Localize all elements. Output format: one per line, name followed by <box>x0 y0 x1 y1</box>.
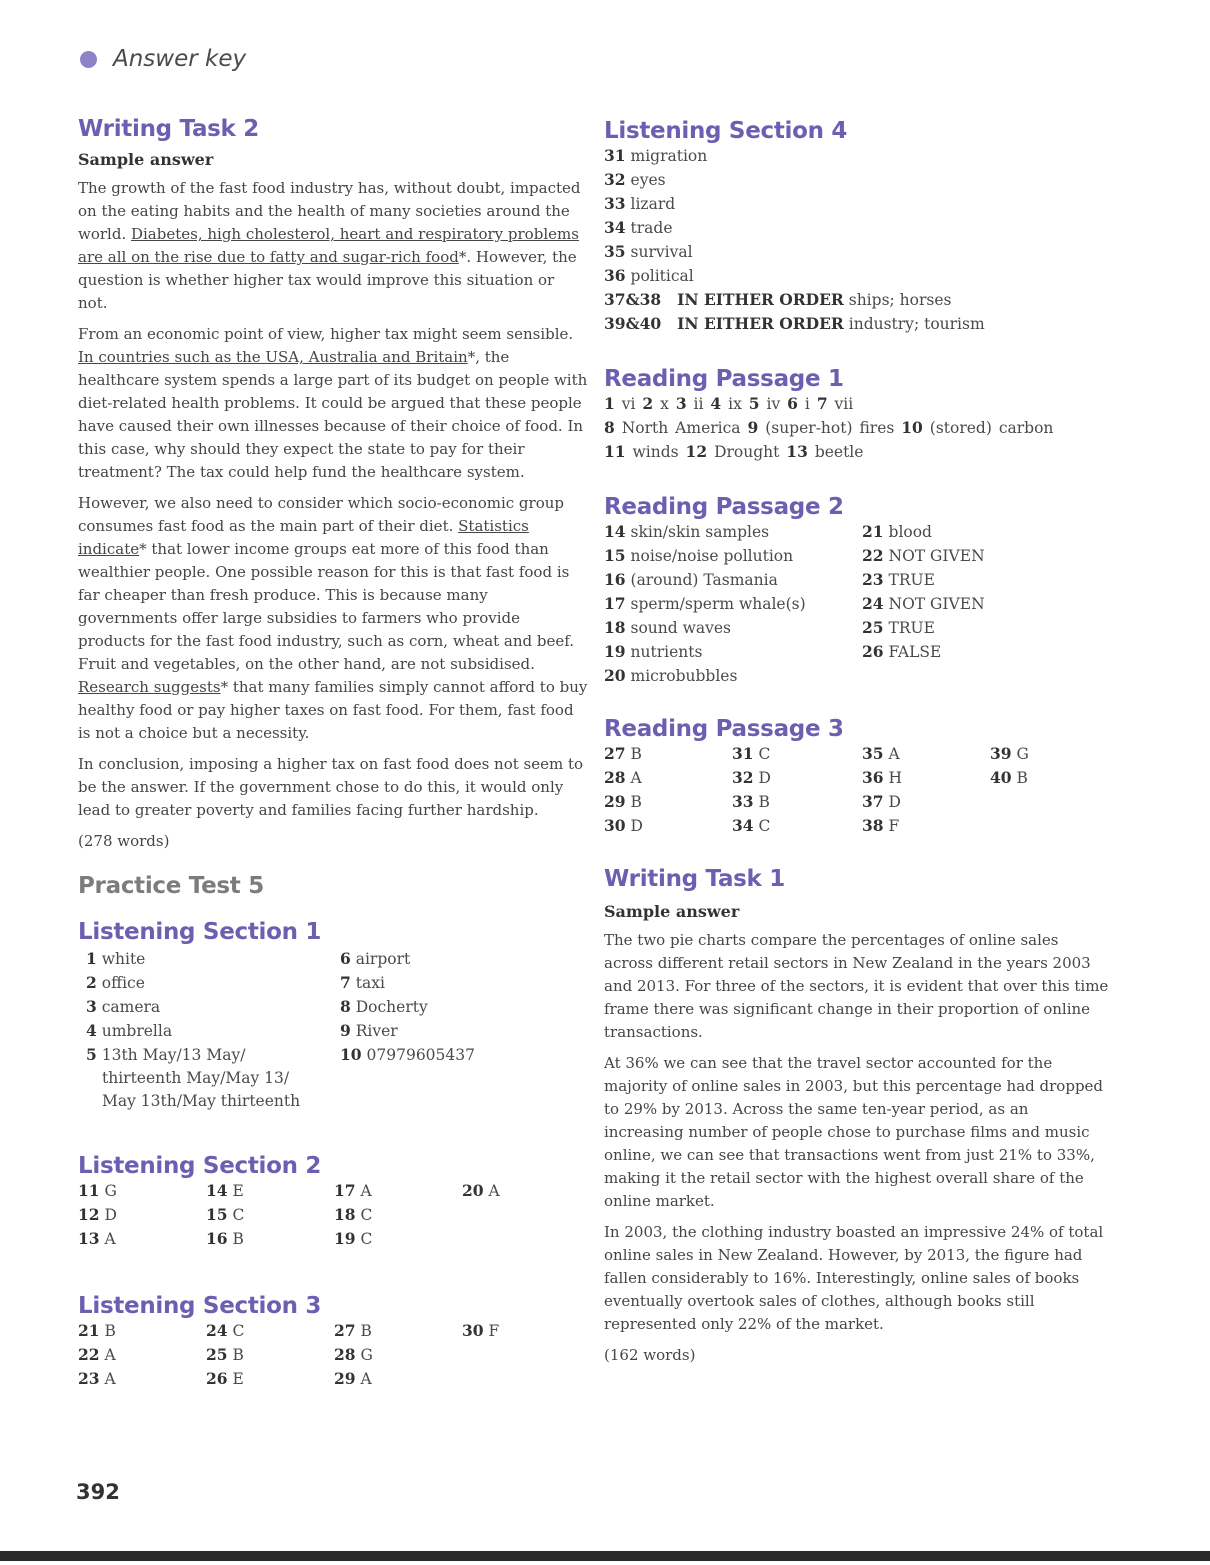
answer-value: A <box>104 1230 116 1248</box>
answer-number: 24 <box>862 594 884 613</box>
answer-number: 36 <box>604 266 626 285</box>
answer-item <box>462 1343 562 1367</box>
answer-number: 40 <box>990 768 1012 787</box>
answer-value: NOT GIVEN <box>888 595 985 613</box>
answer-number: 8 <box>604 418 615 437</box>
answer-value: blood <box>888 523 932 541</box>
answer-list <box>604 392 1109 464</box>
answer-item <box>604 168 1109 192</box>
reading-passage-2 <box>604 494 1109 688</box>
answer-value: River <box>355 1022 398 1040</box>
underlined-text: Research suggests <box>78 678 221 696</box>
answer-item <box>990 814 1090 838</box>
answer-number: 6 <box>787 394 798 413</box>
answer-number: 14 <box>604 522 626 541</box>
answer-item <box>732 766 862 790</box>
answer-number: 27 <box>334 1321 356 1340</box>
answer-value: C <box>360 1206 373 1224</box>
answer-number: 24 <box>206 1321 228 1340</box>
answer-grid <box>604 742 1109 838</box>
answer-item <box>862 766 990 790</box>
answer-number: 10 <box>340 1045 362 1064</box>
answer-item <box>334 1179 462 1203</box>
answer-value: B <box>232 1230 244 1248</box>
answer-number: 12 <box>685 442 708 461</box>
answer-item <box>604 664 862 688</box>
answer-grid <box>78 1319 588 1391</box>
answer-value: camera <box>101 998 161 1016</box>
answer-number: 10 <box>901 418 923 437</box>
paragraph <box>78 492 588 745</box>
answer-number: 17 <box>604 594 626 613</box>
answer-value: microbubbles <box>630 667 738 685</box>
answer-number: 12 <box>78 1205 100 1224</box>
answer-item <box>604 216 1109 240</box>
answer-number: 5 <box>748 394 760 413</box>
answer-item <box>604 264 1109 288</box>
paragraph <box>78 177 588 315</box>
paragraph <box>78 323 588 484</box>
answer-item <box>334 1343 462 1367</box>
answer-value: F <box>488 1322 500 1340</box>
answer-item <box>732 790 862 814</box>
answer-item <box>990 790 1090 814</box>
writing-task-1 <box>604 866 1109 1367</box>
answer-number: 5 <box>86 1045 97 1064</box>
answer-number: 19 <box>604 642 626 661</box>
text: *, the healthcare system spends a large part of its budget on people with diet-related health problems. It could be argued that these people have caused their own illnesses because of their choice of food. In this case, why should they expect the state to pay for their treatment? The tax could help fund the healthcare system. <box>78 348 588 481</box>
answer-number: 34 <box>604 218 626 237</box>
answer-value: A <box>360 1370 372 1388</box>
answer-line <box>604 440 1109 464</box>
listening-4-title: Listening Section 4 <box>604 118 848 144</box>
answer-value: nutrients <box>630 643 703 661</box>
answer-number: 37 <box>862 792 884 811</box>
answer-item <box>334 1319 462 1343</box>
answer-value: C <box>232 1322 245 1340</box>
answer-item <box>862 568 1102 592</box>
answer-number: 26 <box>862 642 884 661</box>
answer-column <box>340 947 580 1113</box>
answer-number: 11 <box>604 442 626 461</box>
answer-item <box>604 814 732 838</box>
bottom-rule <box>0 1551 1210 1561</box>
answer-item <box>340 971 580 995</box>
answer-number: 4 <box>710 394 722 413</box>
answer-number: 34 <box>732 816 754 835</box>
answer-value: NOT GIVEN <box>888 547 985 565</box>
answer-number: 3 <box>675 394 687 413</box>
answer-item <box>462 1227 562 1251</box>
answer-item <box>86 947 340 971</box>
paragraph: The two pie charts compare the percentages of online sales across different retail sectors in New Zealand in the years 2003 and 2013. For three of the sectors, it is evident that over this time frame there was significant change in their proportion of online transactions. <box>604 931 1109 1041</box>
page-number: 392 <box>76 1480 120 1504</box>
answer-value: beetle <box>814 443 864 461</box>
answer-number: 38 <box>862 816 884 835</box>
answer-value: eyes <box>630 171 666 189</box>
header-label: Answer key <box>113 46 247 72</box>
answer-value: C <box>360 1230 373 1248</box>
answer-value: winds <box>632 443 679 461</box>
answer-value: ii <box>693 395 704 413</box>
answer-number: 15 <box>206 1205 228 1224</box>
listening-section-2 <box>78 1153 588 1251</box>
answer-number: 30 <box>462 1321 484 1340</box>
answer-value: x <box>660 395 669 413</box>
answer-number: 31 <box>604 146 626 165</box>
answer-value: 13th May/13 May/ <box>101 1046 246 1064</box>
answer-value: H <box>888 769 903 787</box>
answer-value: B <box>232 1346 244 1364</box>
answer-item <box>862 592 1102 616</box>
page-header <box>80 46 246 72</box>
underlined-text: Diabetes, high cholesterol, heart and respiratory problems are all on the rise due to fatty and sugar-rich food <box>78 225 579 266</box>
answer-value: TRUE <box>888 619 935 637</box>
answer-number: 23 <box>862 570 884 589</box>
answer-value: B <box>630 745 642 763</box>
answer-number: 25 <box>206 1345 228 1364</box>
answer-value: vii <box>834 395 854 413</box>
answer-item <box>604 616 862 640</box>
right-column <box>604 112 1109 1375</box>
answer-value: Drought <box>714 443 780 461</box>
paragraph: In conclusion, imposing a higher tax on fast food does not seem to be the answer. If the government chose to do this, it would only lead to greater poverty and families facing further hardship. <box>78 755 584 819</box>
answer-item <box>340 1019 580 1043</box>
answer-value: North America <box>621 419 741 437</box>
answer-value: taxi <box>355 974 385 992</box>
listening-2-title: Listening Section 2 <box>78 1153 322 1179</box>
answer-value: G <box>104 1182 117 1200</box>
writing-task-2-subtitle: Sample answer <box>78 150 214 169</box>
writing-task-2-title: Writing Task 2 <box>78 116 259 142</box>
answer-continuation: thirteenth May/May 13/ <box>102 1069 290 1087</box>
answer-value: survival <box>630 243 693 261</box>
answer-number: 22 <box>862 546 884 565</box>
answer-item <box>334 1227 462 1251</box>
answer-number: 11 <box>78 1181 100 1200</box>
answer-item <box>604 742 732 766</box>
answer-value: migration <box>630 147 708 165</box>
answer-item <box>86 1043 340 1067</box>
answer-item <box>206 1343 334 1367</box>
answer-number: 18 <box>604 618 626 637</box>
answer-number: 22 <box>78 1345 100 1364</box>
answer-number: 35 <box>862 744 884 763</box>
word-count: (162 words) <box>604 1346 696 1364</box>
answer-value: B <box>1016 769 1028 787</box>
answer-number: 16 <box>604 570 626 589</box>
answer-value: 07979605437 <box>366 1046 475 1064</box>
answer-value: C <box>758 817 771 835</box>
reading-1-title: Reading Passage 1 <box>604 366 844 392</box>
practice-test-title: Practice Test 5 <box>78 873 264 899</box>
answer-value: C <box>232 1206 245 1224</box>
answer-item <box>862 520 1102 544</box>
answer-line <box>604 392 1109 416</box>
answer-item <box>340 1043 580 1067</box>
answer-number: 9 <box>340 1021 351 1040</box>
bullet-dot-icon <box>80 51 97 68</box>
answer-number: 25 <box>862 618 884 637</box>
reading-passage-1 <box>604 366 1109 464</box>
answer-item <box>862 790 990 814</box>
answer-item <box>604 568 862 592</box>
text: * that lower income groups eat more of this food than wealthier people. One possible reason for this is that fast food is far cheaper than fresh produce. This is because many governments offer large subsidies to farmers who provide products for the fast food industry, such as corn, wheat and beef. Fruit and vegetables, on the other hand, are not subsidised. <box>78 540 575 673</box>
answer-item <box>604 640 862 664</box>
answer-value: industry; tourism <box>848 315 985 333</box>
answer-item <box>862 544 1102 568</box>
text: From an economic point of view, higher tax might seem sensible. <box>78 325 574 343</box>
listening-section-4 <box>604 118 1109 336</box>
answer-value: (around) Tasmania <box>630 571 778 589</box>
underlined-text: In countries such as the USA, Australia and Britain <box>78 348 468 366</box>
answer-number: 33 <box>604 194 626 213</box>
answer-number: 13 <box>786 442 808 461</box>
answer-number: 36 <box>862 768 884 787</box>
answer-value: TRUE <box>888 571 935 589</box>
writing-task-1-title: Writing Task 1 <box>604 866 785 892</box>
answer-item <box>206 1367 334 1391</box>
answer-column <box>862 520 1102 688</box>
answer-column <box>78 947 340 1113</box>
answer-item <box>604 192 1109 216</box>
answer-number: 37&38 <box>604 290 662 309</box>
answer-number: 33 <box>732 792 754 811</box>
reading-passage-3 <box>604 716 1109 838</box>
answer-number: 28 <box>334 1345 356 1364</box>
answer-value: A <box>104 1346 116 1364</box>
answer-item <box>462 1203 562 1227</box>
answer-value: airport <box>355 950 411 968</box>
answer-value: D <box>888 793 901 811</box>
answer-value: A <box>488 1182 500 1200</box>
answer-number: 2 <box>86 973 97 992</box>
answer-value: ix <box>728 395 742 413</box>
answer-item <box>340 995 580 1019</box>
answer-number: 1 <box>86 949 97 968</box>
answer-item <box>206 1179 334 1203</box>
answer-number: 26 <box>206 1369 228 1388</box>
answer-value: G <box>360 1346 373 1364</box>
answer-number: 39 <box>990 744 1012 763</box>
answer-number: 20 <box>604 666 626 685</box>
answer-number: 29 <box>604 792 626 811</box>
answer-number: 21 <box>862 522 884 541</box>
answer-value: lizard <box>630 195 676 213</box>
answer-value: C <box>758 745 771 763</box>
answer-item <box>604 790 732 814</box>
answer-item <box>462 1367 562 1391</box>
listening-1-title: Listening Section 1 <box>78 919 322 945</box>
answer-item <box>862 640 1102 664</box>
answer-value: trade <box>630 219 673 237</box>
answer-item <box>206 1203 334 1227</box>
answer-number: 16 <box>206 1229 228 1248</box>
answer-item <box>86 1019 340 1043</box>
answer-value: A <box>888 745 900 763</box>
answer-number: 7 <box>816 394 828 413</box>
answer-line <box>604 416 1109 440</box>
answer-value: E <box>232 1182 244 1200</box>
answer-number: 7 <box>340 973 351 992</box>
answer-number: 18 <box>334 1205 356 1224</box>
underlined-text: Statistics indicate <box>78 517 529 558</box>
answer-number: 31 <box>732 744 754 763</box>
order-note: IN EITHER ORDER <box>677 290 844 309</box>
answer-item <box>604 592 862 616</box>
answer-number: 19 <box>334 1229 356 1248</box>
answer-value: office <box>101 974 145 992</box>
answer-number: 27 <box>604 744 626 763</box>
answer-item <box>604 288 1109 312</box>
answer-value: E <box>232 1370 244 1388</box>
left-column <box>78 112 588 1391</box>
answer-item <box>86 995 340 1019</box>
answer-item <box>990 766 1090 790</box>
answer-item <box>862 814 990 838</box>
answer-value: B <box>360 1322 372 1340</box>
answer-value: skin/skin samples <box>630 523 770 541</box>
answer-item <box>206 1319 334 1343</box>
answer-number: 30 <box>604 816 626 835</box>
answer-number: 8 <box>340 997 351 1016</box>
answer-item <box>604 766 732 790</box>
answer-number: 35 <box>604 242 626 261</box>
answer-value: D <box>758 769 771 787</box>
answer-item <box>732 814 862 838</box>
answer-number: 39&40 <box>604 314 662 333</box>
answer-item <box>462 1179 562 1203</box>
writing-task-2 <box>78 116 588 853</box>
answer-column <box>604 520 862 688</box>
answer-item <box>604 240 1109 264</box>
answer-value: sound waves <box>630 619 732 637</box>
answer-number: 14 <box>206 1181 228 1200</box>
answer-number: 20 <box>462 1181 484 1200</box>
reading-2-title: Reading Passage 2 <box>604 494 844 520</box>
answer-value: noise/noise pollution <box>630 547 794 565</box>
answer-item <box>78 1203 206 1227</box>
answer-grid <box>78 1179 588 1251</box>
answer-value: (super-hot) fires <box>765 419 895 437</box>
reading-3-title: Reading Passage 3 <box>604 716 844 742</box>
answer-value: A <box>360 1182 372 1200</box>
answer-item <box>206 1227 334 1251</box>
answer-item <box>732 742 862 766</box>
answer-number: 32 <box>732 768 754 787</box>
answer-item <box>340 947 580 971</box>
paragraph: In 2003, the clothing industry boasted an impressive 24% of total online sales in New Zealand. However, by 2013, the figure had fallen considerably to 16%. Interestingly, online sales of books eventually overtook sales of clothes, although books still represented only 22% of the market. <box>604 1223 1104 1333</box>
answer-item <box>604 312 1109 336</box>
answer-value: (stored) carbon <box>929 419 1054 437</box>
answer-value: D <box>104 1206 117 1224</box>
answer-item <box>78 1179 206 1203</box>
answer-list <box>604 144 1109 336</box>
answer-item <box>78 1227 206 1251</box>
answer-value: ships; horses <box>848 291 952 309</box>
answer-value: D <box>630 817 643 835</box>
answer-item <box>86 971 340 995</box>
answer-number: 9 <box>747 418 759 437</box>
paragraph: At 36% we can see that the travel sector accounted for the majority of online sales in 2003, but this percentage had dropped to 29% by 2013. Across the same ten-year period, as an increasing number of people chose to purchase films and music online, we can see that transactions went from just 21% to 33%, making it the retail sector with the highest overall share of the online market. <box>604 1054 1104 1210</box>
answer-item <box>334 1203 462 1227</box>
answer-number: 21 <box>78 1321 100 1340</box>
answer-value: vi <box>621 395 636 413</box>
answer-number: 17 <box>334 1181 356 1200</box>
answer-value: i <box>804 395 810 413</box>
answer-value: F <box>888 817 900 835</box>
answer-value: umbrella <box>101 1022 173 1040</box>
answer-number: 6 <box>340 949 351 968</box>
answer-item <box>78 1319 206 1343</box>
answer-item <box>78 1367 206 1391</box>
answer-number: 13 <box>78 1229 100 1248</box>
answer-value: A <box>104 1370 116 1388</box>
order-note: IN EITHER ORDER <box>677 314 844 333</box>
answer-number: 1 <box>604 394 615 413</box>
answer-value: Docherty <box>355 998 428 1016</box>
answer-number: 15 <box>604 546 626 565</box>
answer-value: political <box>630 267 694 285</box>
answer-item <box>604 520 862 544</box>
answer-value: FALSE <box>888 643 942 661</box>
answer-item <box>990 742 1090 766</box>
answer-number: 28 <box>604 768 626 787</box>
answer-item <box>78 1343 206 1367</box>
answer-item <box>334 1367 462 1391</box>
listening-3-title: Listening Section 3 <box>78 1293 322 1319</box>
answer-item <box>862 616 1102 640</box>
writing-task-1-subtitle: Sample answer <box>604 902 740 921</box>
answer-value: iv <box>766 395 781 413</box>
listening-section-3 <box>78 1293 588 1391</box>
answer-number: 29 <box>334 1369 356 1388</box>
answer-value: white <box>101 950 146 968</box>
word-count: (278 words) <box>78 832 170 850</box>
listening-section-1 <box>78 919 588 1113</box>
answer-value: B <box>630 793 642 811</box>
answer-value: sperm/sperm whale(s) <box>630 595 806 613</box>
text: *. However, the question is whether higher tax would improve this situation or not. <box>78 248 577 312</box>
text: * that many families simply cannot afford to buy healthy food or pay higher taxes on fast food. For them, fast food is not a choice but a necessity. <box>78 678 588 742</box>
answer-value: A <box>630 769 642 787</box>
answer-value: G <box>1016 745 1029 763</box>
answer-number: 2 <box>642 394 654 413</box>
answer-item <box>462 1319 562 1343</box>
answer-number: 32 <box>604 170 626 189</box>
answer-item <box>604 544 862 568</box>
answer-number: 4 <box>86 1021 97 1040</box>
answer-value: B <box>104 1322 116 1340</box>
answer-continuation: May 13th/May thirteenth <box>102 1092 301 1110</box>
answer-item <box>604 144 1109 168</box>
text: The growth of the fast food industry has, without doubt, impacted on the eating habits and the health of many societies around the world. <box>78 179 581 243</box>
answer-item <box>862 742 990 766</box>
answer-number: 3 <box>86 997 97 1016</box>
answer-value: B <box>758 793 770 811</box>
text: However, we also need to consider which socio-economic group consumes fast food as the main part of their diet. <box>78 494 564 535</box>
answer-number: 23 <box>78 1369 100 1388</box>
